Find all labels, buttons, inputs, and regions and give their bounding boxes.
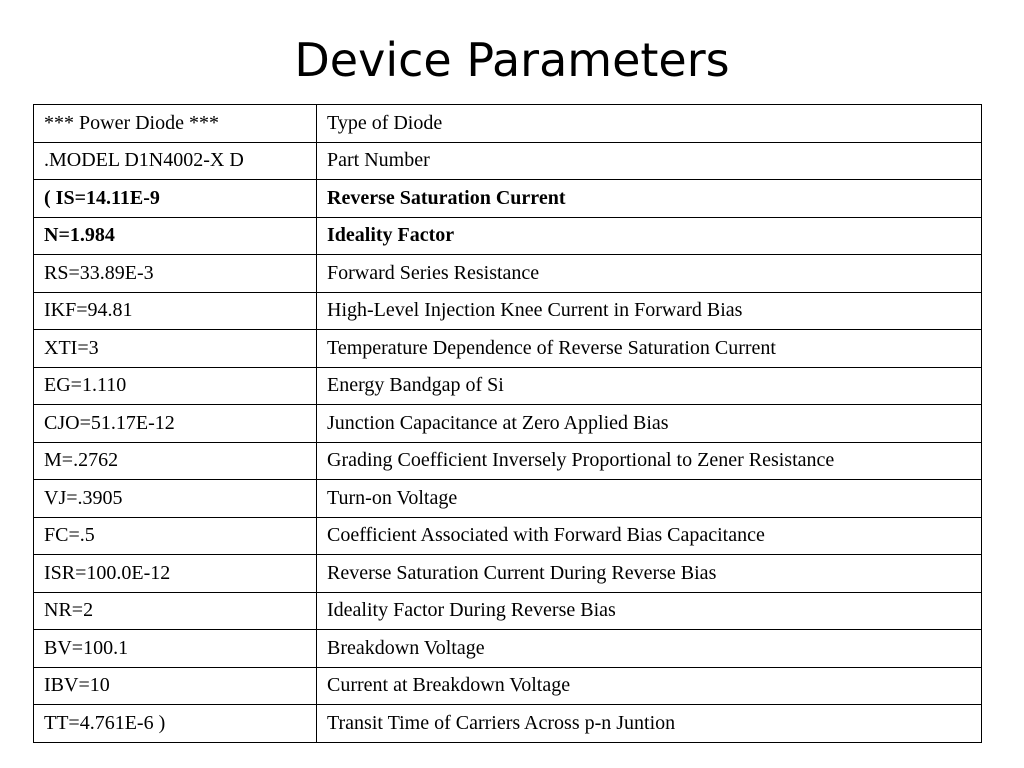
description-cell: Energy Bandgap of Si [317,367,982,405]
description-cell: Reverse Saturation Current [317,180,982,218]
parameter-cell: NR=2 [34,592,317,630]
table-row [34,217,982,255]
table-body [34,105,982,743]
page-title: Device Parameters [294,33,730,87]
table-row [34,705,982,743]
parameter-cell: IKF=94.81 [34,292,317,330]
table-row [34,667,982,705]
parameter-cell: IBV=10 [34,667,317,705]
description-cell: Turn-on Voltage [317,480,982,518]
table-row [34,480,982,518]
parameter-cell: N=1.984 [34,217,317,255]
description-cell: Grading Coefficient Inversely Proportional to Zener Resistance [317,442,982,480]
parameter-cell: BV=100.1 [34,630,317,668]
parameter-cell: CJO=51.17E-12 [34,405,317,443]
device-parameters-table [33,104,982,743]
description-cell: Forward Series Resistance [317,255,982,293]
table-row [34,330,982,368]
description-cell: Breakdown Voltage [317,630,982,668]
parameter-cell: VJ=.3905 [34,480,317,518]
parameter-cell: .MODEL D1N4002-X D [34,142,317,180]
table-row [34,180,982,218]
table-row [34,105,982,143]
parameter-cell: RS=33.89E-3 [34,255,317,293]
description-cell: Junction Capacitance at Zero Applied Bias [317,405,982,443]
table-row [34,405,982,443]
table-row [34,630,982,668]
table-row [34,555,982,593]
table-row [34,367,982,405]
parameter-cell: XTI=3 [34,330,317,368]
parameter-cell: ( IS=14.11E-9 [34,180,317,218]
table-row [34,292,982,330]
table-row [34,517,982,555]
table-row [34,442,982,480]
table-row [34,142,982,180]
description-cell: Temperature Dependence of Reverse Saturation Current [317,330,982,368]
table-row [34,255,982,293]
parameter-cell: TT=4.761E-6 ) [34,705,317,743]
description-cell: Transit Time of Carriers Across p-n Juntion [317,705,982,743]
description-cell: Ideality Factor During Reverse Bias [317,592,982,630]
parameter-cell: FC=.5 [34,517,317,555]
description-cell: Ideality Factor [317,217,982,255]
description-cell: Part Number [317,142,982,180]
parameter-cell: ISR=100.0E-12 [34,555,317,593]
parameter-cell: *** Power Diode *** [34,105,317,143]
description-cell: High-Level Injection Knee Current in Forward Bias [317,292,982,330]
table-row [34,592,982,630]
description-cell: Reverse Saturation Current During Reverse Bias [317,555,982,593]
description-cell: Current at Breakdown Voltage [317,667,982,705]
description-cell: Coefficient Associated with Forward Bias Capacitance [317,517,982,555]
description-cell: Type of Diode [317,105,982,143]
parameter-cell: EG=1.110 [34,367,317,405]
parameter-cell: M=.2762 [34,442,317,480]
